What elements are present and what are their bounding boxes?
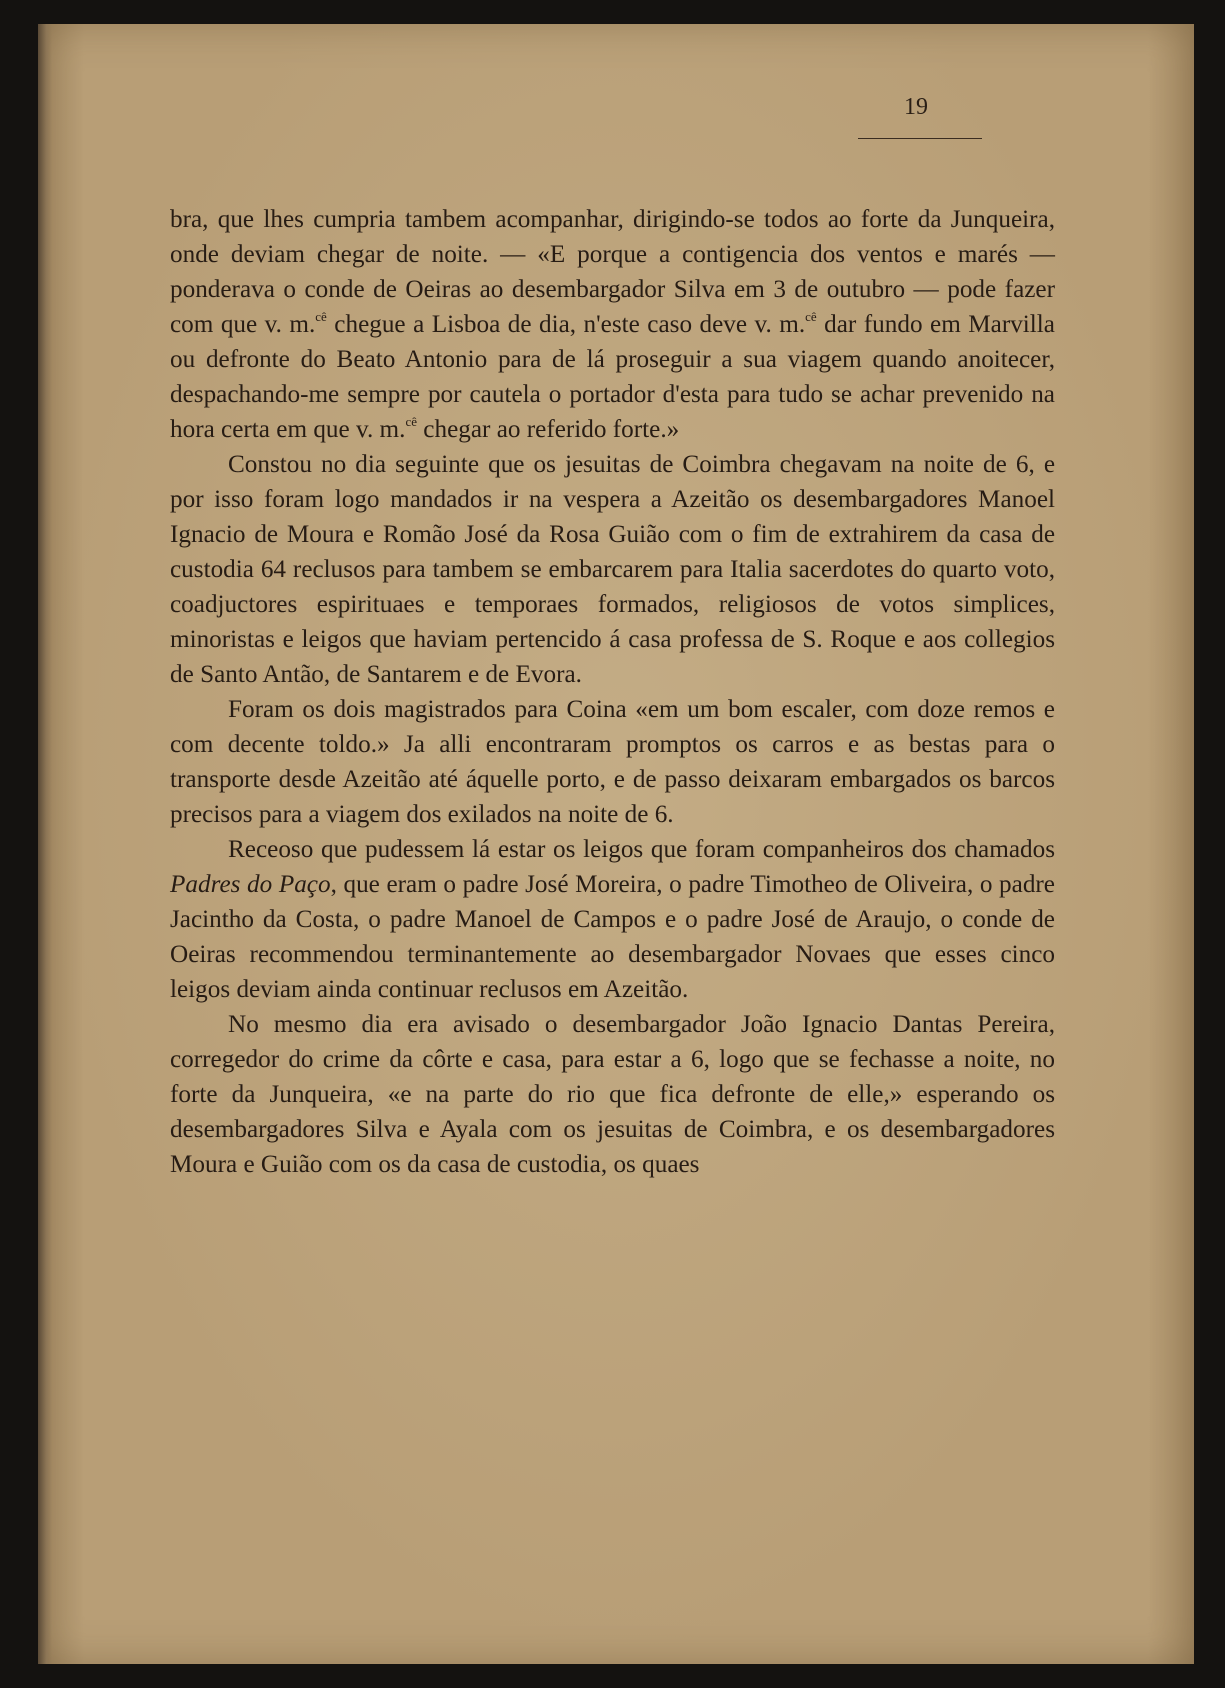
paragraph — [170, 202, 1055, 447]
body-text — [170, 202, 1055, 1182]
text-run: dar fundo em Marvilla ou defronte do Beato Antonio para de lá proseguir a sua viagem quando anoitecer, despachando-me sempre por cautela o portador d'esta para tudo se achar prevenido na hora certa em que v. m. — [170, 311, 1055, 443]
header-rule — [858, 138, 982, 139]
paragraph — [170, 1007, 1055, 1182]
text-run: bra, que lhes cumpria tambem acompanhar, dirigindo-se todos ao forte da Junqueira, onde deviam chegar de noite. — «E porque a contigencia dos ventos e marés — ponderava o conde de Oeiras ao desembargador Silva em 3 de outubro — pode fazer com que v. m. — [170, 206, 1055, 338]
text-run: Receoso que pudessem lá estar os leigos que foram companheiros dos chamados — [228, 836, 1055, 863]
superscript-abbrev: cê — [805, 309, 817, 324]
superscript-abbrev: cê — [405, 414, 417, 429]
text-run: Foram os dois magistrados para Coina «em um bom escaler, com doze remos e com decente toldo.» Ja alli encontraram promptos os carros e as bestas para o transporte desde Azeitão até áquelle porto, e de passo deixaram embargados os barcos precisos para a viagem dos exilados na noite de 6. — [170, 696, 1055, 828]
text-run: No mesmo dia era avisado o desembargador João Ignacio Dantas Pereira, corregedor do crime da côrte e casa, para estar a 6, logo que se fechasse a noite, no forte da Junqueira, «e na parte do rio que fica defronte de elle,» esperando os desembargadores Silva e Ayala com os jesuitas de Coimbra, e os desembargadores Moura e Guião com os da casa de custodia, os quaes — [170, 1011, 1055, 1178]
page-binding-edge — [38, 24, 52, 1664]
text-run: chegue a Lisboa de dia, n'este caso deve v. m. — [326, 311, 806, 338]
text-run: Constou no dia seguinte que os jesuitas de Coimbra chegavam na noite de 6, e por isso foram logo mandados ir na vespera a Azeitão os desembargadores Manoel Ignacio de Moura e Romão José da Rosa Guião com o fim de extrahirem da casa de custodia 64 reclusos para tambem se embarcarem para Italia sacerdotes do quarto voto, coadjuctores espirituaes e temporaes formados, religiosos de votos simplices, minoristas e leigos que haviam pertencido á casa professa de S. Roque e aos collegios de Santo Antão, de Santarem e de Evora. — [170, 451, 1055, 688]
book-page — [38, 24, 1194, 1664]
text-run: , que eram o padre José Moreira, o padre Timotheo de Oliveira, o padre Jacintho da Costa, o padre Manoel de Campos e o padre José de Araujo, o conde de Oeiras recommendou terminantemente ao desembargador Novaes que esses cinco leigos deviam ainda continuar reclusos em Azeitão. — [170, 871, 1055, 1003]
superscript-abbrev: cê — [315, 309, 327, 324]
italic-phrase: Padres do Paço — [170, 871, 331, 898]
paragraph — [170, 692, 1055, 832]
paragraph — [170, 832, 1055, 1007]
text-run: chegar ao referido forte.» — [417, 416, 680, 443]
paragraph — [170, 447, 1055, 692]
page-number: 19 — [904, 94, 928, 120]
